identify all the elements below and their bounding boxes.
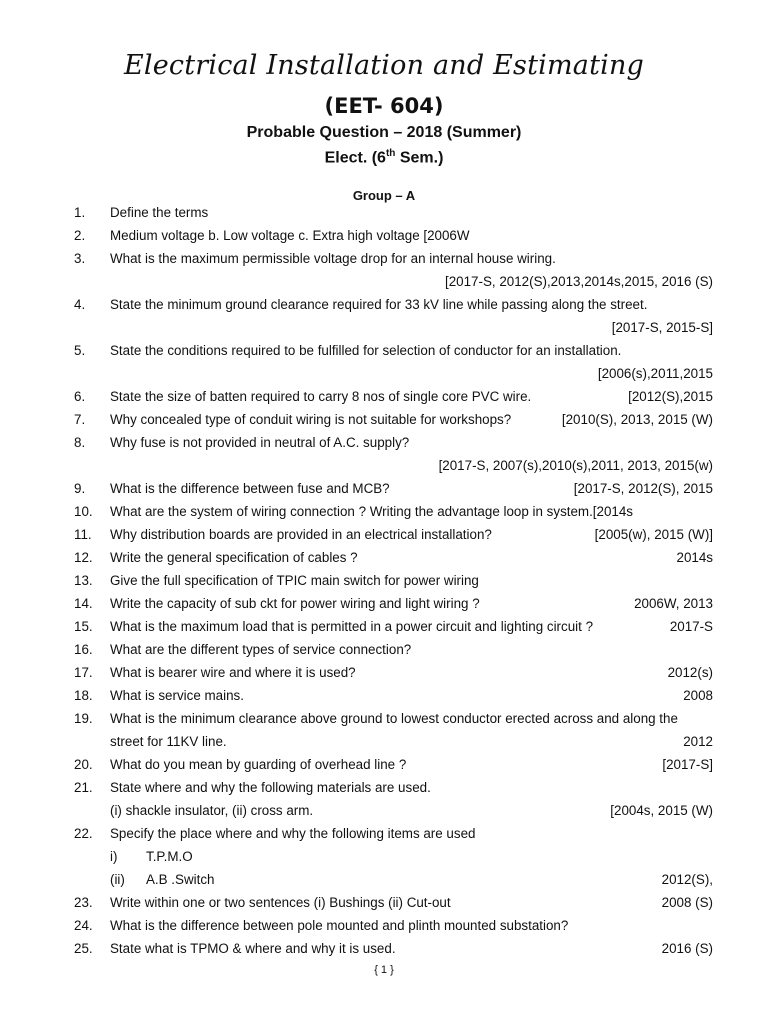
question-number: 7. bbox=[74, 412, 86, 427]
question-number: 13. bbox=[74, 573, 93, 588]
subitem-number: i) bbox=[110, 849, 118, 864]
semester-label: Elect. (6th Sem.) bbox=[324, 148, 444, 167]
question-text: State the minimum ground clearance required for 33 kV line while passing along the street. bbox=[110, 297, 648, 312]
question-row bbox=[0, 477, 768, 500]
question-text-continued: (i) shackle insulator, (ii) cross arm. bbox=[110, 803, 314, 818]
question-text: What are the system of wiring connection ? Writing the advantage loop in system.[2014s bbox=[110, 504, 634, 519]
question-text: Give the full specification of TPIC main switch for power wiring bbox=[110, 573, 479, 588]
question-subitem-row bbox=[0, 845, 768, 868]
question-row bbox=[0, 569, 768, 592]
question-row bbox=[0, 224, 768, 247]
question-row bbox=[0, 339, 768, 362]
question-text: State the conditions required to be fulfilled for selection of conductor for an installation. bbox=[110, 343, 622, 358]
question-year-ref: 2006W, 2013 bbox=[634, 596, 713, 611]
question-year-ref: [2006(s),2011,2015 bbox=[597, 366, 713, 381]
question-number: 18. bbox=[74, 688, 93, 703]
question-year-ref: 2012 bbox=[683, 734, 713, 749]
group-heading: Group – A bbox=[352, 188, 416, 203]
document-subtitle: Probable Question – 2018 (Summer) bbox=[246, 124, 522, 141]
question-number: 16. bbox=[74, 642, 93, 657]
question-row bbox=[0, 431, 768, 454]
question-row bbox=[0, 523, 768, 546]
question-row bbox=[0, 385, 768, 408]
question-row bbox=[0, 408, 768, 431]
question-number: 24. bbox=[74, 918, 93, 933]
question-text: Write the capacity of sub ckt for power wiring and light wiring ? bbox=[110, 596, 480, 611]
question-number: 14. bbox=[74, 596, 93, 611]
question-year-ref: [2004s, 2015 (W) bbox=[610, 803, 713, 818]
question-list bbox=[0, 201, 768, 960]
question-text: What is the maximum permissible voltage drop for an internal house wiring. bbox=[110, 251, 556, 266]
question-year-ref: 2017-S bbox=[669, 619, 713, 634]
question-number: 15. bbox=[74, 619, 93, 634]
question-year-ref: [2010(S), 2013, 2015 (W) bbox=[561, 412, 713, 427]
question-text: What is service mains. bbox=[110, 688, 244, 703]
question-row bbox=[0, 891, 768, 914]
question-number: 11. bbox=[74, 527, 92, 542]
question-text: Specify the place where and why the following items are used bbox=[110, 826, 476, 841]
question-text: Why distribution boards are provided in an electrical installation? bbox=[110, 527, 492, 542]
question-text: State the size of batten required to carry 8 nos of single core PVC wire. bbox=[110, 389, 532, 404]
question-row bbox=[0, 753, 768, 776]
question-row bbox=[0, 592, 768, 615]
document-title: Electrical Installation and Estimating bbox=[123, 50, 645, 81]
question-continuation-row bbox=[0, 799, 768, 822]
subitem-number: (ii) bbox=[110, 872, 125, 887]
question-number: 8. bbox=[74, 435, 86, 450]
question-row bbox=[0, 914, 768, 937]
page-number: { 1 } bbox=[374, 964, 394, 976]
question-year-ref: 2012(s) bbox=[667, 665, 713, 680]
question-number: 12. bbox=[74, 550, 93, 565]
question-row bbox=[0, 293, 768, 316]
question-ref-row bbox=[0, 362, 768, 385]
question-row bbox=[0, 822, 768, 845]
question-text: What is the difference between fuse and MCB? bbox=[110, 481, 390, 496]
question-row bbox=[0, 707, 768, 730]
question-ref-row bbox=[0, 316, 768, 339]
course-code: (EET- 604) bbox=[324, 94, 444, 118]
question-number: 19. bbox=[74, 711, 93, 726]
question-number: 25. bbox=[74, 941, 93, 956]
question-ref-row bbox=[0, 270, 768, 293]
question-number: 5. bbox=[74, 343, 86, 358]
question-year-ref: 2008 (S) bbox=[661, 895, 713, 910]
question-text: Write within one or two sentences (i) Bushings (ii) Cut-out bbox=[110, 895, 451, 910]
question-ref-row bbox=[0, 454, 768, 477]
question-row bbox=[0, 937, 768, 960]
question-continuation-row bbox=[0, 730, 768, 753]
question-number: 20. bbox=[74, 757, 93, 772]
question-text: Write the general specification of cables ? bbox=[110, 550, 358, 565]
question-number: 2. bbox=[74, 228, 86, 243]
question-text: State what is TPMO & where and why it is used. bbox=[110, 941, 396, 956]
question-year-ref: [2017-S] bbox=[662, 757, 713, 772]
question-year-ref: [2017-S, 2015-S] bbox=[611, 320, 713, 335]
question-number: 23. bbox=[74, 895, 93, 910]
question-year-ref: 2016 (S) bbox=[661, 941, 713, 956]
question-row bbox=[0, 546, 768, 569]
question-number: 17. bbox=[74, 665, 93, 680]
question-year-ref: [2012(S),2015 bbox=[628, 389, 713, 404]
question-number: 22. bbox=[74, 826, 93, 841]
question-year-ref: [2017-S, 2012(S),2013,2014s,2015, 2016 (S) bbox=[444, 274, 713, 289]
question-number: 1. bbox=[74, 205, 86, 220]
question-year-ref: [2005(w), 2015 (W)] bbox=[594, 527, 713, 542]
question-row bbox=[0, 684, 768, 707]
question-text: What are the different types of service connection? bbox=[110, 642, 412, 657]
question-year-ref: [2017-S, 2007(s),2010(s),2011, 2013, 2015(w) bbox=[438, 458, 713, 473]
question-subitem-row bbox=[0, 868, 768, 891]
question-number: 21. bbox=[74, 780, 93, 795]
question-text: What is the minimum clearance above ground to lowest conductor erected across and along the bbox=[110, 711, 678, 726]
subitem-text: T.P.M.O bbox=[146, 849, 193, 864]
question-row bbox=[0, 615, 768, 638]
question-text: Define the terms bbox=[110, 205, 209, 220]
question-year-ref: 2008 bbox=[683, 688, 713, 703]
question-text: Medium voltage b. Low voltage c. Extra high voltage [2006W bbox=[110, 228, 470, 243]
question-text: State where and why the following materials are used. bbox=[110, 780, 431, 795]
question-row bbox=[0, 201, 768, 224]
question-row bbox=[0, 500, 768, 523]
question-text: Why fuse is not provided in neutral of A.C. supply? bbox=[110, 435, 410, 450]
question-text: What do you mean by guarding of overhead line ? bbox=[110, 757, 407, 772]
question-year-ref: 2014s bbox=[676, 550, 713, 565]
question-year-ref: [2017-S, 2012(S), 2015 bbox=[573, 481, 713, 496]
question-text: Why concealed type of conduit wiring is not suitable for workshops? bbox=[110, 412, 512, 427]
question-number: 10. bbox=[74, 504, 93, 519]
question-text: What is the difference between pole mounted and plinth mounted substation? bbox=[110, 918, 569, 933]
question-row bbox=[0, 247, 768, 270]
question-number: 6. bbox=[74, 389, 86, 404]
subitem-text: A.B .Switch bbox=[146, 872, 215, 887]
question-number: 4. bbox=[74, 297, 86, 312]
question-row bbox=[0, 776, 768, 799]
question-row bbox=[0, 661, 768, 684]
question-year-ref: 2012(S), bbox=[661, 872, 713, 887]
question-text: What is the maximum load that is permitted in a power circuit and lighting circuit ? bbox=[110, 619, 594, 634]
question-text: What is bearer wire and where it is used? bbox=[110, 665, 356, 680]
question-row bbox=[0, 638, 768, 661]
question-number: 3. bbox=[74, 251, 86, 266]
question-number: 9. bbox=[74, 481, 86, 496]
question-text-continued: street for 11KV line. bbox=[110, 734, 227, 749]
